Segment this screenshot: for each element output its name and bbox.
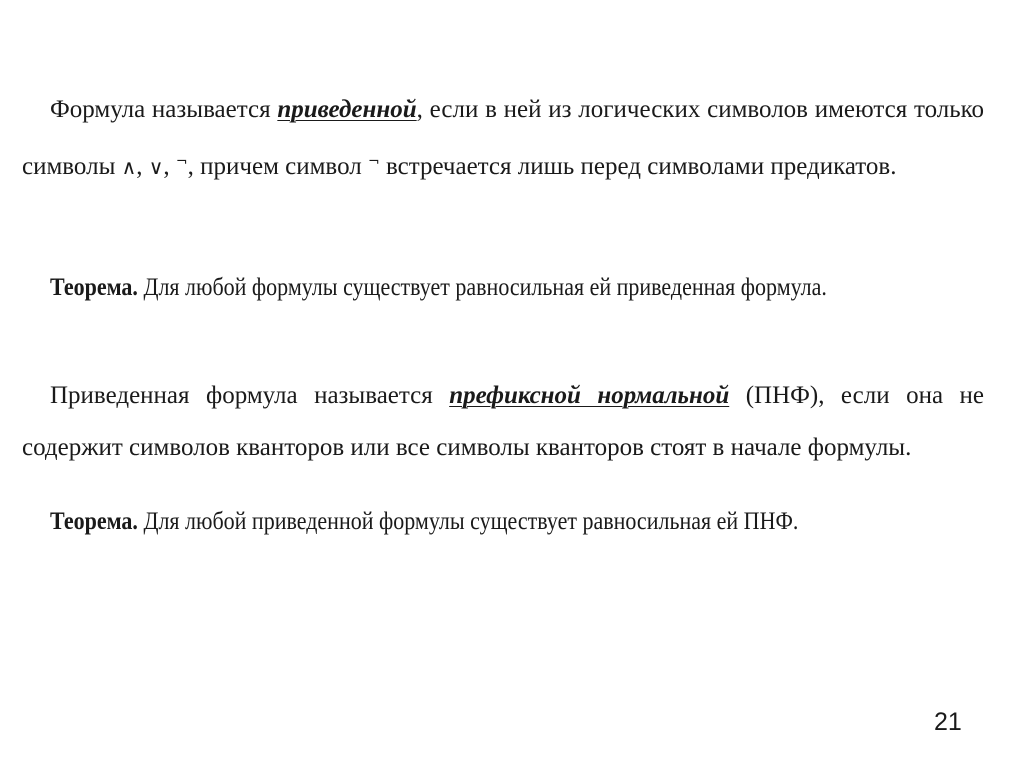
definition-reduced-formula xyxy=(22,84,984,193)
theorem-text: Для любой формулы существует равносильная ей приведенная формула. xyxy=(137,274,827,301)
theorem-reduced-formula xyxy=(22,262,984,314)
theorem-label: Теорема. xyxy=(50,508,138,535)
separator-2: , xyxy=(163,153,176,180)
theorem-label: Теорема. xyxy=(50,274,138,301)
theorem-line xyxy=(50,262,827,314)
definition-prenex-normal-form xyxy=(22,370,984,474)
definition-text-a: Приведенная формула называется xyxy=(50,382,450,409)
definition-text-c: , причем символ xyxy=(187,153,368,180)
page-number: 21 xyxy=(934,708,962,736)
separator-1: , xyxy=(136,153,149,180)
definition-text-b: (ПНФ), если она не содержит символов кванторов или все символы кванторов стоят в начале формулы. xyxy=(22,382,984,461)
theorem-line xyxy=(50,496,798,548)
definition-text-a: Формула называется xyxy=(50,96,278,123)
term-reduced: приведенной xyxy=(277,96,417,123)
disjunction-symbol: ∨ xyxy=(148,155,164,179)
definition-text-d: встречается лишь перед символами предикатов. xyxy=(379,153,897,180)
definition-text-b: , если в ней из логических символов имеются только символы xyxy=(22,96,984,180)
theorem-prenex-normal-form xyxy=(22,496,984,548)
term-prenex-normal: префиксной нормальной xyxy=(449,382,730,409)
theorem-text: Для любой приведенной формулы существует равносильная ей ПНФ. xyxy=(137,508,799,535)
negation-symbol-2: ¬ xyxy=(367,154,380,170)
negation-symbol: ¬ xyxy=(175,154,188,170)
conjunction-symbol: ∧ xyxy=(121,155,137,179)
